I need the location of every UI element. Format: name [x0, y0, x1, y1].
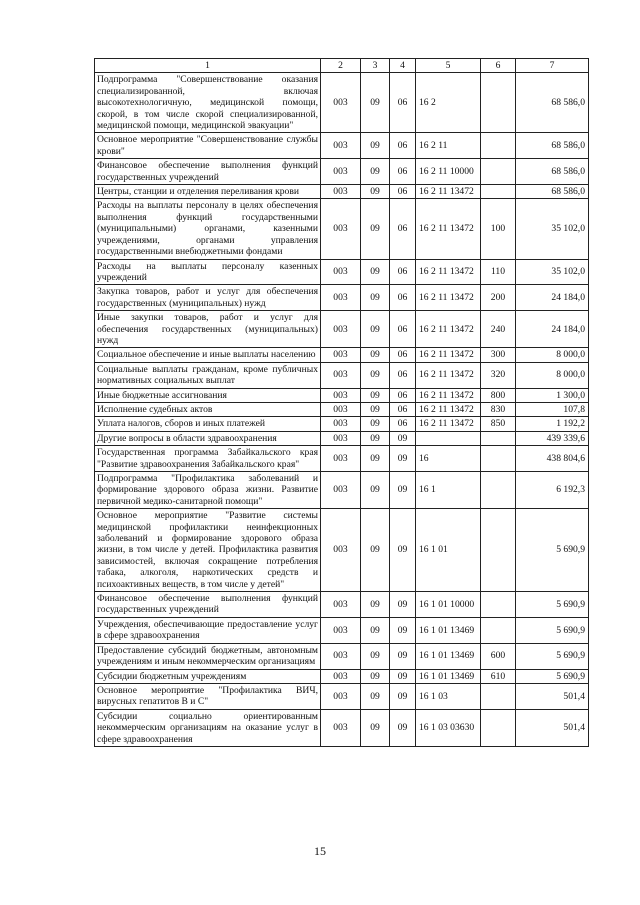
amount-cell: 5 690,9 — [516, 643, 589, 669]
amount-cell: 35 102,0 — [516, 259, 589, 285]
col-header: 1 — [95, 59, 321, 73]
row-name-cell: Субсидии бюджетным учреждениям — [95, 669, 321, 683]
amount-cell: 68 586,0 — [516, 133, 589, 159]
target-article-cell: 16 2 11 13472 — [416, 417, 481, 431]
table-row — [95, 709, 589, 746]
subsection-cell: 06 — [390, 73, 416, 133]
table-row — [95, 417, 589, 431]
expense-type-cell — [481, 431, 516, 445]
section-cell: 09 — [361, 709, 390, 746]
subsection-cell: 09 — [390, 472, 416, 509]
subsection-cell: 09 — [390, 669, 416, 683]
expense-type-cell — [481, 185, 516, 199]
amount-cell: 439 339,6 — [516, 431, 589, 445]
row-name-cell: Расходы на выплаты персоналу казенных учреждений — [95, 259, 321, 285]
amount-cell: 501,4 — [516, 709, 589, 746]
subsection-cell: 09 — [390, 592, 416, 618]
target-article-cell: 16 2 11 13472 — [416, 285, 481, 311]
row-name-cell: Расходы на выплаты персоналу в целях обеспечения выполнения функций государственными (муниципальными) органами, казенными учреждениями, органами управления государственными внебюджетными фондами — [95, 199, 321, 259]
table-row — [95, 159, 589, 185]
table-row — [95, 402, 589, 416]
col-header: 5 — [416, 59, 481, 73]
amount-cell: 8 000,0 — [516, 362, 589, 388]
target-article-cell: 16 1 — [416, 472, 481, 509]
ministry-code-cell: 003 — [321, 417, 361, 431]
subsection-cell: 06 — [390, 362, 416, 388]
expense-type-cell — [481, 617, 516, 643]
ministry-code-cell: 003 — [321, 683, 361, 709]
amount-cell: 501,4 — [516, 683, 589, 709]
row-name-cell: Подпрограмма "Профилактика заболеваний и формирование здорового образа жизни. Развитие первичной медико-санитарной помощи" — [95, 472, 321, 509]
table-row — [95, 431, 589, 445]
subsection-cell: 06 — [390, 159, 416, 185]
target-article-cell: 16 2 11 13472 — [416, 199, 481, 259]
subsection-cell: 09 — [390, 709, 416, 746]
subsection-cell: 06 — [390, 311, 416, 348]
expense-type-cell — [481, 133, 516, 159]
ministry-code-cell: 003 — [321, 285, 361, 311]
subsection-cell: 06 — [390, 402, 416, 416]
ministry-code-cell: 003 — [321, 199, 361, 259]
ministry-code-cell: 003 — [321, 73, 361, 133]
target-article-cell: 16 2 11 13472 — [416, 348, 481, 362]
row-name-cell: Иные бюджетные ассигнования — [95, 388, 321, 402]
col-header: 3 — [361, 59, 390, 73]
ministry-code-cell: 003 — [321, 348, 361, 362]
amount-cell: 68 586,0 — [516, 185, 589, 199]
table-row — [95, 348, 589, 362]
row-name-cell: Подпрограмма "Совершенствование оказания специализированной, включая высокотехнологичную, медицинской помощи, скорой, в том числе скорой специализированной, медицинской помощи, медицинской эвакуации" — [95, 73, 321, 133]
amount-cell: 107,8 — [516, 402, 589, 416]
amount-cell: 5 690,9 — [516, 617, 589, 643]
expense-type-cell: 240 — [481, 311, 516, 348]
ministry-code-cell: 003 — [321, 402, 361, 416]
ministry-code-cell: 003 — [321, 669, 361, 683]
table-row — [95, 311, 589, 348]
section-cell: 09 — [361, 683, 390, 709]
amount-cell: 438 804,6 — [516, 446, 589, 472]
target-article-cell: 16 1 01 13469 — [416, 617, 481, 643]
subsection-cell: 09 — [390, 446, 416, 472]
amount-cell: 68 586,0 — [516, 73, 589, 133]
subsection-cell: 06 — [390, 417, 416, 431]
section-cell: 09 — [361, 472, 390, 509]
section-cell: 09 — [361, 669, 390, 683]
section-cell: 09 — [361, 417, 390, 431]
ministry-code-cell: 003 — [321, 446, 361, 472]
amount-cell: 5 690,9 — [516, 669, 589, 683]
target-article-cell: 16 2 11 13472 — [416, 185, 481, 199]
amount-cell: 1 192,2 — [516, 417, 589, 431]
subsection-cell: 09 — [390, 683, 416, 709]
target-article-cell: 16 — [416, 446, 481, 472]
expense-type-cell: 850 — [481, 417, 516, 431]
row-name-cell: Социальные выплаты гражданам, кроме публичных нормативных социальных выплат — [95, 362, 321, 388]
target-article-cell: 16 1 01 13469 — [416, 643, 481, 669]
amount-cell: 68 586,0 — [516, 159, 589, 185]
section-cell: 09 — [361, 592, 390, 618]
target-article-cell: 16 2 11 13472 — [416, 402, 481, 416]
section-cell: 09 — [361, 185, 390, 199]
expense-type-cell — [481, 592, 516, 618]
subsection-cell: 06 — [390, 259, 416, 285]
target-article-cell: 16 2 11 13472 — [416, 259, 481, 285]
expense-type-cell: 110 — [481, 259, 516, 285]
section-cell: 09 — [361, 259, 390, 285]
amount-cell: 35 102,0 — [516, 199, 589, 259]
section-cell: 09 — [361, 159, 390, 185]
subsection-cell: 06 — [390, 285, 416, 311]
col-header: 4 — [390, 59, 416, 73]
target-article-cell: 16 2 11 10000 — [416, 159, 481, 185]
subsection-cell: 09 — [390, 617, 416, 643]
expense-type-cell: 800 — [481, 388, 516, 402]
ministry-code-cell: 003 — [321, 509, 361, 592]
ministry-code-cell: 003 — [321, 709, 361, 746]
subsection-cell: 09 — [390, 509, 416, 592]
row-name-cell: Другие вопросы в области здравоохранения — [95, 431, 321, 445]
row-name-cell: Социальное обеспечение и иные выплаты населению — [95, 348, 321, 362]
table-row — [95, 73, 589, 133]
target-article-cell — [416, 431, 481, 445]
table-row — [95, 669, 589, 683]
amount-cell: 5 690,9 — [516, 509, 589, 592]
page-number: 15 — [314, 844, 326, 858]
subsection-cell: 06 — [390, 388, 416, 402]
target-article-cell: 16 2 11 13472 — [416, 362, 481, 388]
expense-type-cell: 600 — [481, 643, 516, 669]
table-row — [95, 388, 589, 402]
section-cell: 09 — [361, 617, 390, 643]
ministry-code-cell: 003 — [321, 133, 361, 159]
expense-type-cell — [481, 509, 516, 592]
section-cell: 09 — [361, 73, 390, 133]
ministry-code-cell: 003 — [321, 185, 361, 199]
table-row — [95, 643, 589, 669]
target-article-cell: 16 2 11 — [416, 133, 481, 159]
row-name-cell: Уплата налогов, сборов и иных платежей — [95, 417, 321, 431]
row-name-cell: Закупка товаров, работ и услуг для обеспечения государственных (муниципальных) нужд — [95, 285, 321, 311]
subsection-cell: 06 — [390, 199, 416, 259]
row-name-cell: Финансовое обеспечение выполнения функций государственных учреждений — [95, 159, 321, 185]
target-article-cell: 16 1 01 10000 — [416, 592, 481, 618]
expense-type-cell — [481, 73, 516, 133]
section-cell: 09 — [361, 285, 390, 311]
row-name-cell: Центры, станции и отделения переливания крови — [95, 185, 321, 199]
table-row — [95, 472, 589, 509]
section-cell: 09 — [361, 133, 390, 159]
expense-type-cell: 830 — [481, 402, 516, 416]
expense-type-cell: 300 — [481, 348, 516, 362]
row-name-cell: Исполнение судебных актов — [95, 402, 321, 416]
col-header: 6 — [481, 59, 516, 73]
amount-cell: 24 184,0 — [516, 285, 589, 311]
subsection-cell: 09 — [390, 643, 416, 669]
ministry-code-cell: 003 — [321, 259, 361, 285]
table-body — [95, 73, 589, 747]
target-article-cell: 16 1 01 13469 — [416, 669, 481, 683]
row-name-cell: Основное мероприятие "Развитие системы медицинской профилактики неинфекционных заболеваний и формирование здорового образа жизни, в том числе у детей. Профилактика развития зависимостей, включая сокращение потребления табака, алкоголя, наркотических средств и психоактивных веществ, в том числе у детей" — [95, 509, 321, 592]
section-cell: 09 — [361, 311, 390, 348]
ministry-code-cell: 003 — [321, 311, 361, 348]
expense-type-cell — [481, 472, 516, 509]
expense-type-cell: 100 — [481, 199, 516, 259]
subsection-cell: 06 — [390, 348, 416, 362]
ministry-code-cell: 003 — [321, 643, 361, 669]
row-name-cell: Иные закупки товаров, работ и услуг для обеспечения государственных (муниципальных) нужд — [95, 311, 321, 348]
amount-cell: 8 000,0 — [516, 348, 589, 362]
table-row — [95, 133, 589, 159]
subsection-cell: 06 — [390, 133, 416, 159]
ministry-code-cell: 003 — [321, 472, 361, 509]
ministry-code-cell: 003 — [321, 159, 361, 185]
section-cell: 09 — [361, 509, 390, 592]
ministry-code-cell: 003 — [321, 362, 361, 388]
ministry-code-cell: 003 — [321, 431, 361, 445]
section-cell: 09 — [361, 199, 390, 259]
amount-cell: 6 192,3 — [516, 472, 589, 509]
table-header-row — [95, 59, 589, 73]
table-row — [95, 509, 589, 592]
table-row — [95, 617, 589, 643]
expense-type-cell: 610 — [481, 669, 516, 683]
target-article-cell: 16 2 — [416, 73, 481, 133]
target-article-cell: 16 1 01 — [416, 509, 481, 592]
target-article-cell: 16 1 03 — [416, 683, 481, 709]
col-header: 7 — [516, 59, 589, 73]
expense-type-cell — [481, 159, 516, 185]
amount-cell: 24 184,0 — [516, 311, 589, 348]
amount-cell: 1 300,0 — [516, 388, 589, 402]
expense-type-cell — [481, 683, 516, 709]
target-article-cell: 16 2 11 13472 — [416, 311, 481, 348]
table-row — [95, 446, 589, 472]
col-header: 2 — [321, 59, 361, 73]
ministry-code-cell: 003 — [321, 617, 361, 643]
section-cell: 09 — [361, 362, 390, 388]
row-name-cell: Основное мероприятие "Профилактика ВИЧ, вирусных гепатитов В и С" — [95, 683, 321, 709]
ministry-code-cell: 003 — [321, 592, 361, 618]
section-cell: 09 — [361, 431, 390, 445]
row-name-cell: Государственная программа Забайкальского края "Развитие здравоохранения Забайкальского края" — [95, 446, 321, 472]
row-name-cell: Учреждения, обеспечивающие предоставление услуг в сфере здравоохранения — [95, 617, 321, 643]
table-row — [95, 285, 589, 311]
row-name-cell: Предоставление субсидий бюджетным, автономным учреждениям и иным некоммерческим организациям — [95, 643, 321, 669]
section-cell: 09 — [361, 446, 390, 472]
expense-type-cell — [481, 709, 516, 746]
row-name-cell: Субсидии социально ориентированным некоммерческим организациям на оказание услуг в сфере здравоохранения — [95, 709, 321, 746]
section-cell: 09 — [361, 348, 390, 362]
table-row — [95, 362, 589, 388]
section-cell: 09 — [361, 402, 390, 416]
budget-table — [94, 58, 589, 747]
expense-type-cell: 320 — [481, 362, 516, 388]
ministry-code-cell: 003 — [321, 388, 361, 402]
table-row — [95, 199, 589, 259]
table-row — [95, 259, 589, 285]
table-row — [95, 185, 589, 199]
row-name-cell: Основное мероприятие "Совершенствование службы крови" — [95, 133, 321, 159]
subsection-cell: 06 — [390, 185, 416, 199]
row-name-cell: Финансовое обеспечение выполнения функций государственных учреждений — [95, 592, 321, 618]
subsection-cell: 09 — [390, 431, 416, 445]
expense-type-cell — [481, 446, 516, 472]
target-article-cell: 16 1 03 03630 — [416, 709, 481, 746]
target-article-cell: 16 2 11 13472 — [416, 388, 481, 402]
section-cell: 09 — [361, 643, 390, 669]
amount-cell: 5 690,9 — [516, 592, 589, 618]
expense-type-cell: 200 — [481, 285, 516, 311]
section-cell: 09 — [361, 388, 390, 402]
table-row — [95, 592, 589, 618]
table-row — [95, 683, 589, 709]
